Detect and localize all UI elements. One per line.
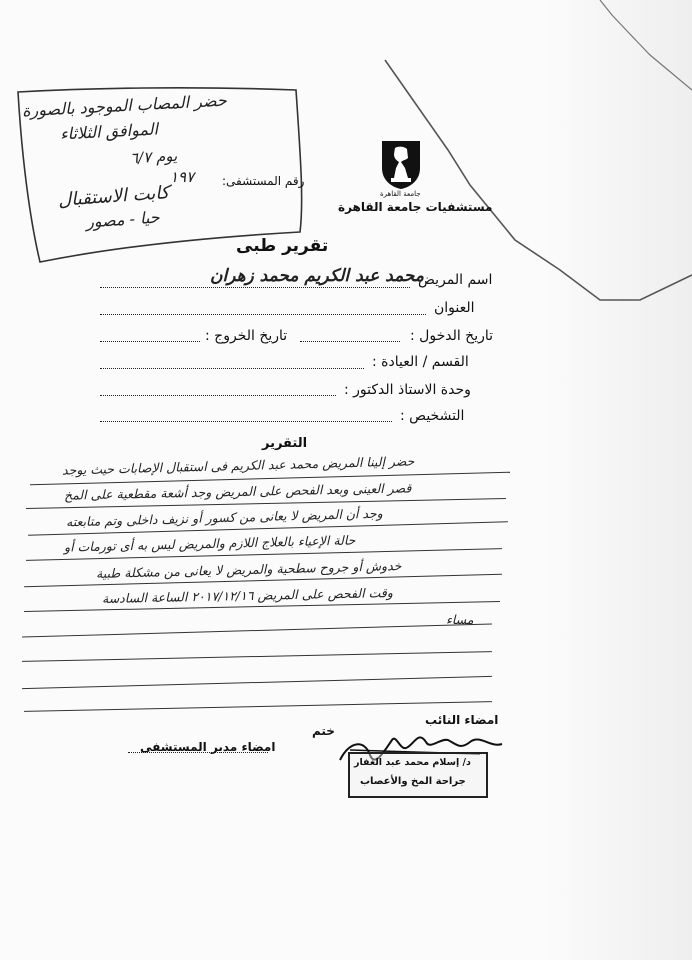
- report-title: تقرير طبى: [236, 236, 329, 256]
- report-line-4: حالة الإعياء بالعلاج اللازم والمريض ليس به أى تورمات أو: [63, 532, 356, 555]
- discharge-label: تاريخ الخروج :: [205, 328, 288, 344]
- department-line: [100, 368, 364, 369]
- stamp-label: ختم: [312, 724, 335, 738]
- handwritten-note-line4: ١٩٧: [170, 168, 195, 186]
- handwritten-note-line3: يوم ٦/٧: [129, 146, 178, 168]
- university-logo: [378, 138, 424, 190]
- deputy-signature-label: امضاء النائب: [425, 713, 499, 727]
- director-signature-line: [128, 752, 268, 753]
- report-line-2: قصر العينى وبعد الفحص على المريض وجد أشعة مقطعية على المخ: [63, 480, 412, 503]
- stamp-text-line2: جراحة المخ والأعصاب: [360, 776, 466, 787]
- hospital-name: مستشفيات جامعة القاهرة: [338, 200, 493, 214]
- diagnosis-line: [100, 421, 392, 422]
- director-signature-label: امضاء مدير المستشفى: [140, 740, 276, 754]
- logo-caption: جامعة القاهرة: [380, 190, 421, 198]
- doctor-stamp: [348, 752, 488, 798]
- report-heading: التقرير: [262, 436, 308, 451]
- report-line-7: مساء: [446, 612, 474, 627]
- patient-name-line: [100, 287, 410, 288]
- report-line-1: حضر إلينا المريض محمد عبد الكريم فى استقبال الإصابات حيث يوجد: [61, 453, 415, 478]
- address-label: العنوان: [434, 300, 475, 316]
- handwritten-note-line2: الموافق الثلاثاء: [59, 119, 159, 144]
- unit-label: وحدة الاستاذ الدكتور :: [344, 382, 471, 398]
- patient-name-label: اسم المريض: [418, 272, 493, 288]
- stamp-text-line1: د/ إسلام محمد عبد الغفار: [354, 757, 471, 768]
- discharge-line: [100, 341, 200, 342]
- handwritten-note-line6: حيا - مصور: [85, 207, 161, 232]
- report-line-3: وجد أن المريض لا يعانى من كسور أو نزيف داخلى وتم متابعته: [65, 505, 383, 530]
- handwritten-note-line5: كابت الاستقبال: [57, 182, 170, 211]
- file-number-label: رقم المستشفى:: [222, 174, 305, 188]
- diagnosis-label: التشخيص :: [400, 408, 465, 424]
- patient-name-value: محمد عبد الكريم محمد زهران: [210, 266, 425, 286]
- unit-line: [100, 395, 336, 396]
- admission-line: [300, 341, 400, 342]
- admission-label: تاريخ الدخول :: [410, 328, 494, 344]
- handwritten-note-line1: حضر المصاب الموجود بالصورة: [21, 90, 228, 121]
- report-line-6: وقت الفحص على المريض ٢٠١٧/١٢/١٦ الساعة السادسة: [101, 584, 394, 607]
- department-label: القسم / العيادة :: [372, 354, 469, 370]
- address-line: [100, 314, 426, 315]
- report-line-5: خدوش أو جروح سطحية والمريض لا يعانى من مشكلة طبية: [95, 558, 402, 581]
